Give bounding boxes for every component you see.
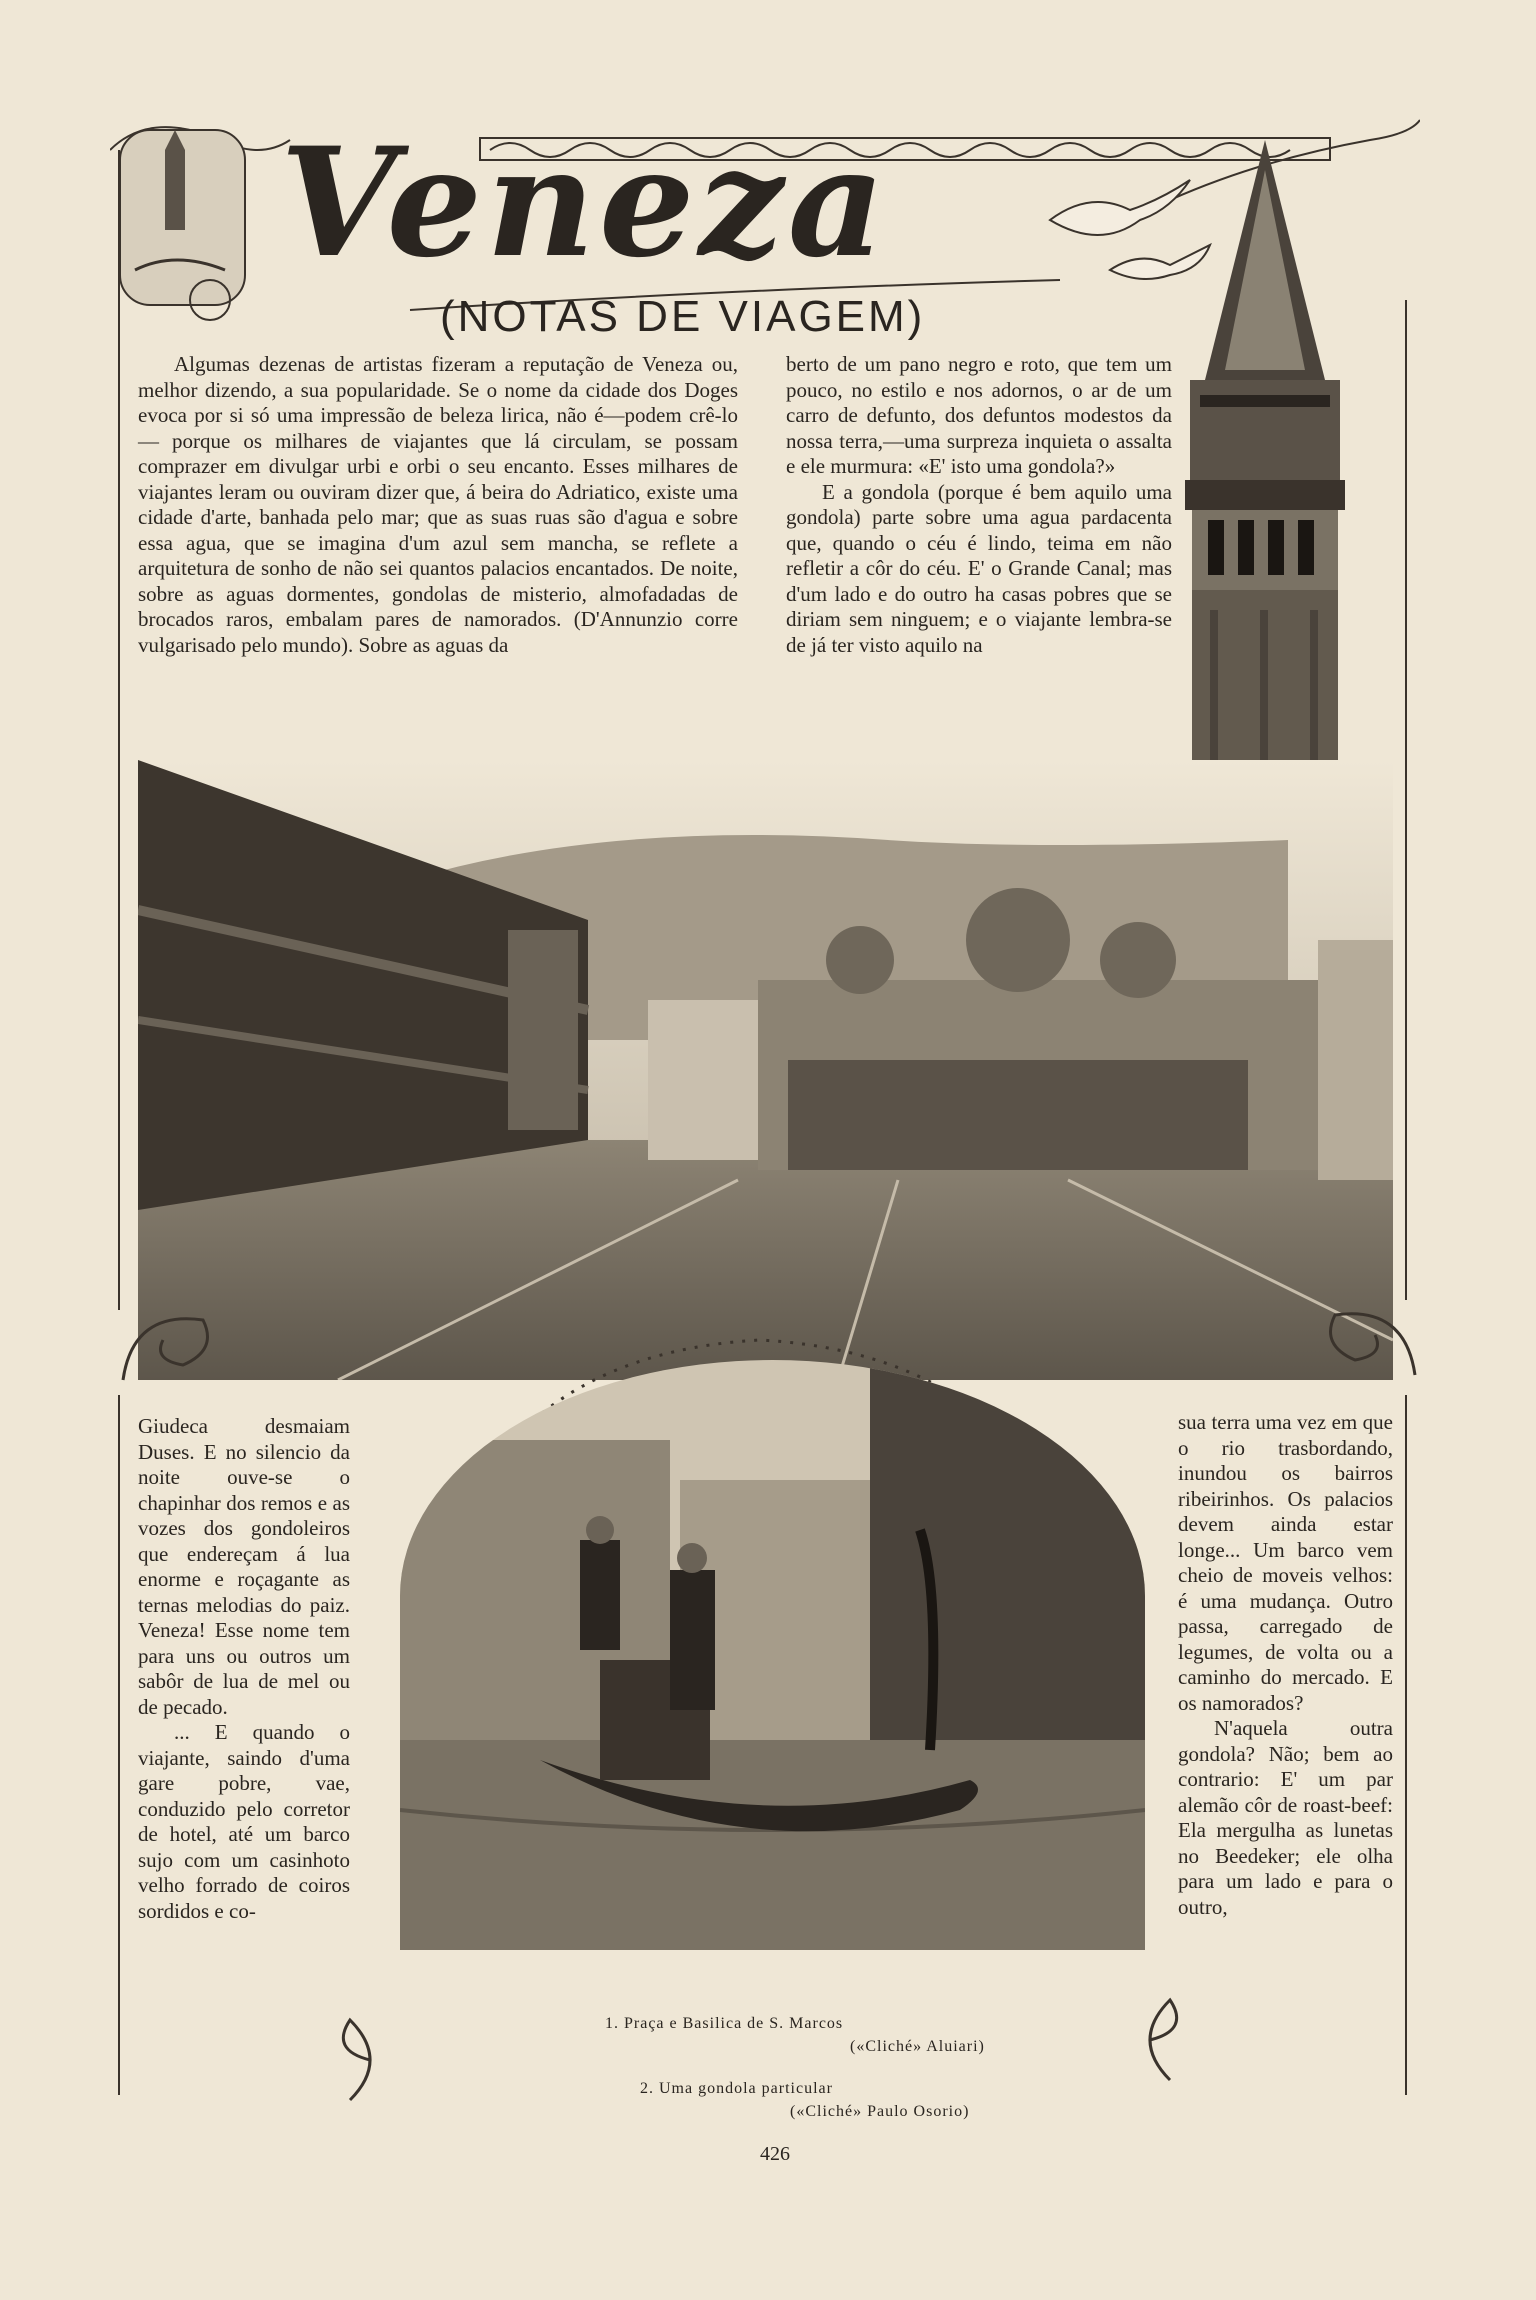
intro-column-right bbox=[786, 352, 1172, 658]
dove-icon bbox=[1050, 180, 1190, 235]
caption-2: 2. Uma gondola particular bbox=[640, 2080, 833, 2097]
caption-1-credit: («Cliché» Aluiari) bbox=[850, 2038, 985, 2055]
paragraph: sua terra uma vez em que o rio trasbordando, inundou os bairros ribeirinhos. Os palacios devem ainda estar longe... Um barco vem cheio de moveis velhos: é uma mudança. Outro passa, carregado de legumes, de volta ou a caminho do mercado. E os namorados? bbox=[1178, 1410, 1393, 1715]
page-title: Veneza bbox=[280, 115, 889, 291]
page-subtitle: (NOTAS DE VIAGEM) bbox=[440, 292, 926, 341]
frame-lower-right-line bbox=[1405, 1395, 1407, 2095]
frame-right-line bbox=[1405, 300, 1407, 1300]
lower-column-left bbox=[138, 1414, 350, 1924]
caption-1: 1. Praça e Basilica de S. Marcos bbox=[605, 2015, 844, 2032]
paragraph: N'aquela outra gondola? Não; bem ao contrario: E' um par alemão côr de roast-beef: Ela mergulha as lunetas no Beedeker; ele olha para um lado e para o outro, bbox=[1178, 1716, 1393, 1919]
lower-column-right bbox=[1178, 1410, 1393, 1920]
paragraph: E a gondola (porque é bem aquilo uma gondola) parte sobre uma agua pardacenta que, quando o céu é lindo, teima em não refletir a côr do céu. E' o Grande Canal; mas d'um lado e do outro ha casas pobres que se diriam sem ninguem; e o viajante lembra-se de já ter visto aquilo na bbox=[786, 479, 1172, 657]
caption-2-credit: («Cliché» Paulo Osorio) bbox=[790, 2103, 970, 2120]
scroll-ornament-left bbox=[118, 1300, 218, 1395]
paragraph: berto de um pano negro e roto, que tem um pouco, no estilo e nos adornos, o ar de um carro de defunto, dos defuntos modestos da nossa terra,—uma surpreza inquieta o assalta e ele murmura: «E' isto uma gondola?» bbox=[786, 352, 1172, 478]
scroll-ornament-right bbox=[1320, 1290, 1420, 1390]
paragraph: Algumas dezenas de artistas fizeram a reputação de Veneza ou, melhor dizendo, a sua popularidade. Se o nome da cidade dos Doges evoca por si só uma impressão de beleza lirica, não é—podem crê-lo — porque os milhares de viajantes que lá circulam, se possam comprazer em divulgar urbi e orbi o seu encanto. Esses milhares de viajantes leram ou ouviram dizer que, á beira do Adriatico, existe uma cidade d'arte, banhada pelo mar; que as suas ruas são d'agua e sobre essa agua, que se imagina d'um azul sem mancha, se reflete a arquitetura de sonho de não sei quantos palacios encantados. De noite, sobre as aguas dormentes, gondolas de misterio, almofadadas de brocados raros, embalam pares de namorados. (D'Annunzio corre vulgarisado pelo mundo). Sobre as aguas da bbox=[138, 352, 738, 657]
paragraph: Giudeca desmaiam Duses. E no silencio da noite ouve-se o chapinhar dos remos e as vozes dos gondoleiros que endereçam á lua enorme e roçagante as ternas melodias do paiz. Veneza! Esse nome tem para uns ou outros um sabôr de lua de mel ou de pecado. bbox=[138, 1414, 350, 1719]
frame-lower-left-line bbox=[118, 1395, 120, 2095]
gondola-photo bbox=[400, 1360, 1145, 1950]
piazza-san-marco-photo bbox=[138, 760, 1393, 1380]
paragraph: ... E quando o viajante, saindo d'uma gare pobre, vae, conduzido pelo corretor de hotel, até um barco sujo com um casinhoto velho forrado de coiros sordidos e co- bbox=[138, 1720, 350, 1923]
intro-column-left bbox=[138, 352, 738, 658]
page-number: 426 bbox=[760, 2143, 790, 2165]
